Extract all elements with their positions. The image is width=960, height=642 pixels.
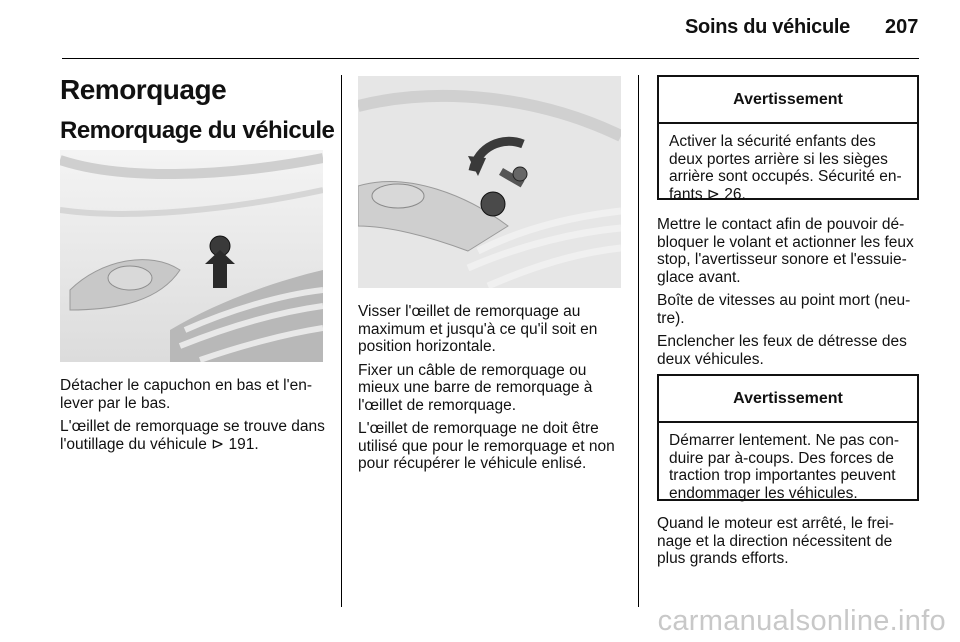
towing-eye-illustration [358, 76, 621, 288]
warning-title: Avertissement [659, 376, 917, 423]
warning-body: Démarrer lentement. Ne pas con-duire par à-coups. Des forces de traction trop importantes peuvent endommager les véhicules. [669, 432, 900, 502]
paragraph: Quand le moteur est arrêté, le frei-nage et la direction nécessitent de plus grands efforts. [657, 515, 894, 567]
column-3-text [657, 216, 923, 374]
paragraph: Détacher le capuchon en bas et l'en-lever par le bas. [60, 377, 312, 412]
paragraph: Visser l'œillet de remorquage au maximum et jusqu'à ce qu'il soit en position horizontale. [358, 303, 598, 355]
warning-box-2 [657, 374, 919, 501]
column-1-text [60, 377, 325, 459]
column-divider-2 [638, 75, 639, 607]
closing-text [657, 515, 919, 574]
header-rule [62, 58, 919, 59]
column-2-text [358, 303, 623, 479]
section-heading: Remorquage [60, 74, 227, 105]
paragraph: L'œillet de remorquage se trouve dans l'outillage du véhicule ⊳ 191. [60, 418, 325, 453]
page-number: 207 [885, 16, 919, 38]
column-divider-1 [341, 75, 342, 607]
warning-title: Avertissement [659, 77, 917, 124]
paragraph: Enclencher les feux de détresse des deux véhicules. [657, 333, 907, 368]
warning-body: Activer la sécurité enfants des deux portes arrière si les sièges arrière sont occupés. Sécurité en-fants ⊳ 26. [669, 133, 902, 203]
paragraph: L'œillet de remorquage ne doit être utilisé que pour le remorquage et non pour récupérer le véhicule enlisé. [358, 420, 615, 472]
bumper-cap-illustration [60, 150, 323, 362]
paragraph: Fixer un câble de remorquage ou mieux une barre de remorquage à l'œillet de remorquage. [358, 361, 593, 414]
running-header-title: Soins du véhicule [685, 16, 850, 38]
paragraph: Mettre le contact afin de pouvoir dé-bloquer le volant et actionner les feux stop, l'avertisseur sonore et l'essuie-glace avant. [657, 216, 914, 286]
paragraph: Boîte de vitesses au point mort (neu-tre). [657, 292, 911, 327]
warning-box-1 [657, 75, 919, 203]
watermark: carmanualsonline.info [657, 605, 946, 637]
subsection-heading: Remorquage du véhicule [60, 117, 335, 144]
